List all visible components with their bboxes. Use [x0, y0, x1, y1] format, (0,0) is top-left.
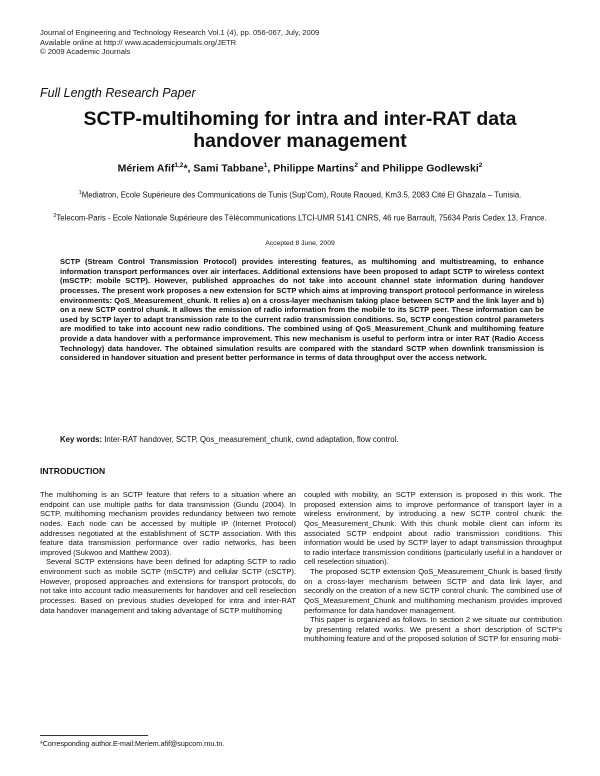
journal-url: Available online at http:// www.academicjournals.org/JETR: [40, 37, 237, 47]
journal-copyright: © 2009 Academic Journals: [40, 47, 131, 57]
affiliation-text: Telecom-Paris - Ecole Nationale Supérieure des Télécommunications LTCI-UMR 5141 CNRS, 46 rue Barrault, 75634 Paris Cedex 13, France.: [56, 213, 547, 223]
affiliation-2: [40, 211, 560, 224]
author-list: [40, 162, 560, 175]
author-name: Sami Tabbane: [193, 162, 264, 175]
author-name: Philippe Martins: [273, 162, 355, 175]
paper-title: SCTP-multihoming for intra and inter-RAT data handover management: [83, 108, 517, 152]
journal-citation: Journal of Engineering and Technology Research Vol.1 (4), pp. 056-067, July, 2009: [40, 28, 320, 37]
author-separator: and: [357, 162, 383, 175]
author-affiliation-mark: 1,2: [174, 162, 184, 169]
author-affiliation-mark: 2: [478, 162, 483, 169]
journal-header: [40, 28, 319, 57]
paper-type: Full Length Research Paper: [40, 86, 196, 100]
keywords: [60, 435, 544, 444]
body-column-left: [40, 490, 296, 615]
paragraph: The multihoming is an SCTP feature that refers to a situation where an endpoint can use multiple paths for data transmission (Gundu (2004). In SCTP, multihoming mechanism provides redundancy between two remote nodes. Each node can be accessed by multiple IP (Internet Protocol) addresses negotiated at the establishment of SCTP association. With this feature data transmission performance over radio networks, has been improved (Sukwoo and Matthew 2003).: [40, 490, 296, 557]
affiliation-text: Mediatron, Ecole Supérieure des Communications de Tunis (Sup'Com), Route Raoued, Km3.5, 2083 Cité El Ghazala – Tunisia.: [81, 190, 522, 200]
author-affiliation-mark: 2: [354, 162, 358, 169]
affiliation-mark: 2: [53, 213, 57, 219]
author-name: Philippe Godlewski: [382, 162, 479, 175]
corresponding-author-footnote: *Corresponding author.E-mail:Meriem.afif@supcom.rnu.tn.: [40, 740, 225, 748]
author-name: Mériem Afif: [117, 162, 175, 175]
paragraph: The proposed SCTP extension QoS_Measurement_Chunk is based firstly on a cross-layer mechanism between SCTP and data link layer, and secondly on the creation of a new SCTP control chunk. The combined use of QoS_Measurement_Chunk and multihoming mechanism provides improved performance for data handover management.: [304, 567, 562, 615]
keywords-text: Inter-RAT handover, SCTP, Qos_measurement_chunk, cwnd adaptation, flow control.: [102, 435, 399, 444]
paragraph: This paper is organized as follows. In section 2 we situate our contribution by presenting related works. We present a short description of SCTP's multihoming feature and of the proposed solution of SCTP for ensuring mobi-: [304, 615, 562, 644]
body-column-right: [304, 490, 562, 644]
author-separator: *,: [183, 162, 194, 175]
affiliation-1: [40, 188, 560, 201]
paragraph: coupled with mobility, an SCTP extension is proposed in this work. The proposed extension aims to improve performance of transport layer in a wireless environment, by introducing a new SCTP control chunk: the Qos_Measurement_Chunk. With this chunk mobile client can inform its associated SCTP endpoint about radio transmission conditions. This information would be used by SCTP layer to adapt transmission throughput to radio interface transmission conditions (particularly useful in a handover or cell reselection situation).: [304, 490, 562, 567]
footnote-divider: [40, 735, 148, 736]
accepted-date: Accepted 8 June, 2009: [265, 240, 335, 247]
section-heading-introduction: INTRODUCTION: [40, 466, 106, 476]
paragraph: Several SCTP extensions have been defined for adapting SCTP to radio environment such as mobile SCTP (mSCTP) and cellular SCTP (cSCTP). However, proposed approaches and extensions for transport protocols, do not take into account radio measurements for handover and cell reselection processes. Based on previous studies developed for intra and inter-RAT data handover management and taking advantage of SCTP multihoming: [40, 557, 296, 615]
affiliation-mark: 1: [78, 190, 82, 196]
author-separator: ,: [267, 162, 274, 175]
author-affiliation-mark: 1: [263, 162, 268, 169]
keywords-label: Key words:: [60, 435, 103, 444]
abstract: SCTP (Stream Control Transmission Protocol) provides interesting features, as multihoming and multistreaming, to enhance information transport performances over air interfaces. Additional extensions have been proposed to adapt SCTP to wireless context (mSCTP: mobile SCTP). However, published approaches do not take into account channel state information during handover processes. The present work proposes a new extension for SCTP which aims at improving transport protocol performance in wireless environments: QoS_Measurement_chunk. It relies a) on a cross-layer mechanism taking place between SCTP and the link layer and b) on a new SCTP control chunk. It allows the emission of radio information from the mobile to its SCTP peer. These information can be used by SCTP layer to adapt transmission rate to the current radio transmission conditions. So, SCTP congestion control parameters are modified to take into account new radio conditions. The combined using of QoS_Measurement_Chunk and multihoming feature provide a data handover with a performance improvement. This new mechanism is useful to perform intra or inter RAT (Radio Access Technology) data handover. The obtained simulation results are compared with the standard SCTP when downlink transmission is considered in handover situation and present better performance in terms of data throughput over the access network.: [60, 257, 544, 363]
